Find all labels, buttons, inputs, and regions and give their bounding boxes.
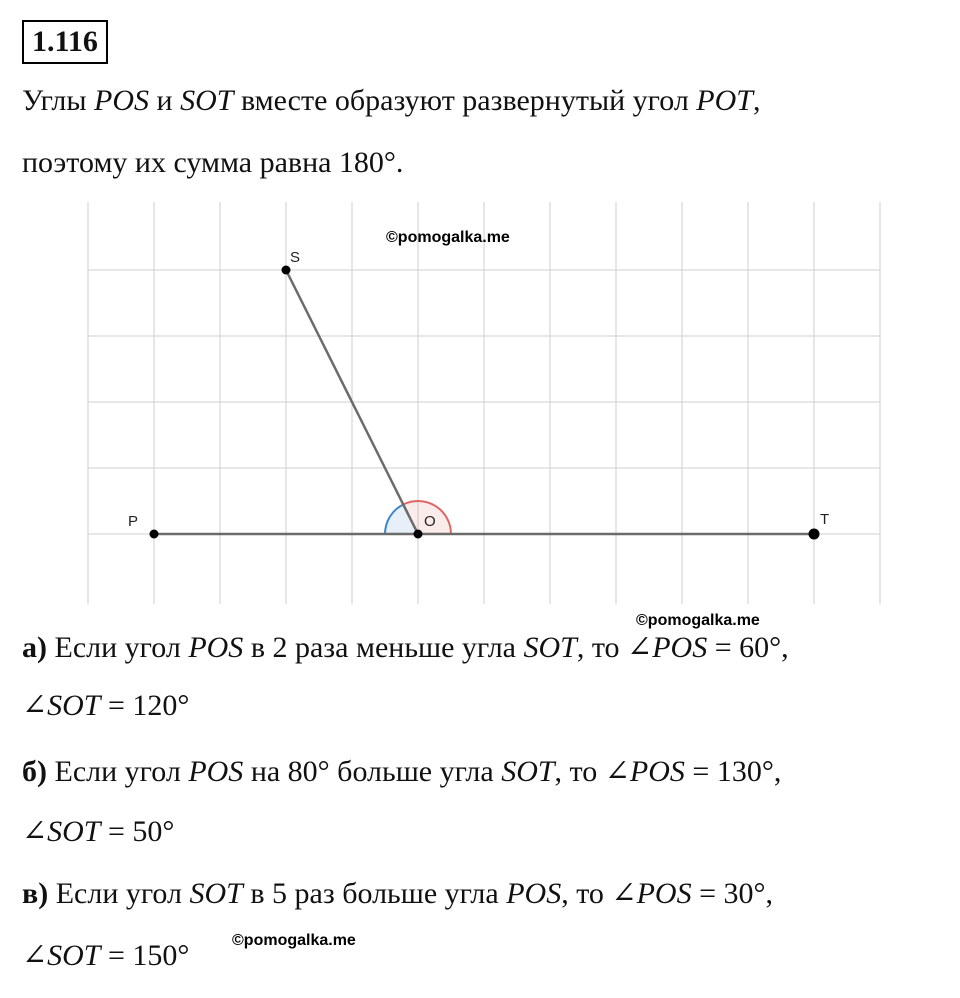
point-label-s: S — [290, 249, 301, 266]
problem-number: 1.116 — [22, 20, 108, 64]
point-p — [150, 530, 159, 539]
answer-b-line-2 — [22, 814, 174, 849]
answer-text: , то ∠ — [554, 755, 630, 788]
angle-symbol: ∠ — [22, 815, 48, 848]
intro-text: , — [752, 84, 761, 117]
math-var: POS — [188, 755, 244, 788]
answer-text: = 60°, — [707, 631, 789, 664]
intro-text: и — [149, 84, 181, 117]
answer-c-label: в) — [22, 877, 49, 910]
answer-a-line-1 — [22, 630, 789, 665]
answer-c-line-1 — [22, 876, 773, 911]
answer-text: = 30°, — [691, 877, 773, 910]
point-label-p: P — [128, 513, 139, 530]
answer-text: в 2 раза меньше угла — [243, 631, 524, 664]
math-var: SOT — [501, 755, 555, 788]
angle-symbol: ∠ — [22, 689, 48, 722]
grid — [88, 202, 880, 604]
point-o — [414, 530, 423, 539]
intro-text: вместе образуют развернутый угол — [233, 84, 697, 117]
point-label-t: T — [820, 511, 830, 528]
point-label-o: O — [424, 513, 436, 530]
math-var: POS — [652, 631, 708, 664]
math-sot: SOT — [180, 84, 234, 117]
watermark: ©pomogalka.me — [232, 932, 356, 949]
math-var: SOT — [47, 939, 101, 972]
answer-text: = 50° — [100, 815, 175, 848]
math-var: POS — [629, 755, 685, 788]
angle-symbol: ∠ — [22, 939, 48, 972]
answer-text: = 120° — [100, 689, 190, 722]
math-var: SOT — [189, 877, 243, 910]
answer-a-label: а) — [22, 631, 47, 664]
math-pot: POT — [696, 84, 753, 117]
answer-b-line-1 — [22, 754, 781, 789]
point-t — [809, 529, 820, 540]
answer-text: в 5 раз больше угла — [242, 877, 507, 910]
answer-text: , то ∠ — [576, 631, 653, 664]
intro-line-2: поэтому их сумма равна 180°. — [22, 146, 404, 179]
point-s — [282, 266, 291, 275]
answer-text: = 150° — [100, 939, 190, 972]
watermark: ©pomogalka.me — [386, 229, 510, 246]
math-var: SOT — [523, 631, 577, 664]
math-pos: POS — [94, 84, 150, 117]
answer-c-line-2 — [22, 938, 189, 973]
answer-text: Если угол — [47, 755, 189, 788]
watermark: ©pomogalka.me — [636, 612, 760, 629]
math-var: SOT — [47, 815, 101, 848]
answer-text: , то ∠ — [561, 877, 637, 910]
math-var: POS — [188, 631, 244, 664]
answer-text: Если угол — [48, 877, 190, 910]
answer-text: = 130°, — [684, 755, 782, 788]
intro-text: Углы — [22, 84, 95, 117]
points — [128, 249, 829, 540]
math-var: POS — [506, 877, 562, 910]
answer-text: Если угол — [47, 631, 189, 664]
answer-text: на 80° больше угла — [243, 755, 502, 788]
answer-b-label: б) — [22, 755, 47, 788]
answer-a-line-2 — [22, 688, 189, 723]
math-var: POS — [636, 877, 692, 910]
math-var: SOT — [47, 689, 101, 722]
